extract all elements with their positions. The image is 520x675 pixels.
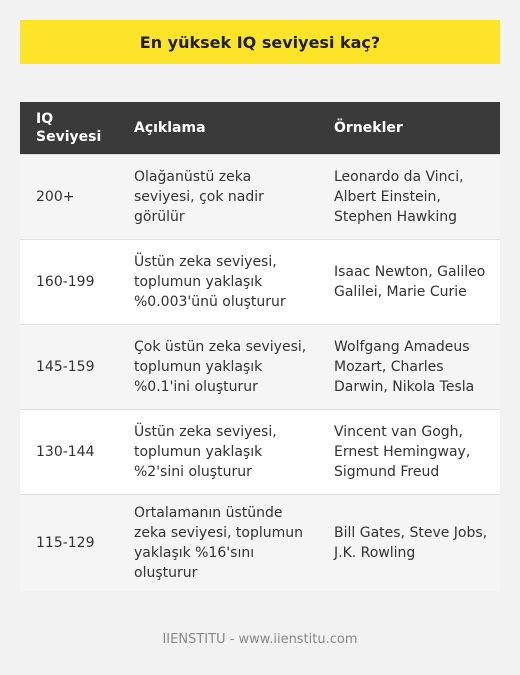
iq-table bbox=[20, 102, 500, 591]
examples-cell: Leonardo da Vinci, Albert Einstein, Stephen Hawking bbox=[318, 155, 500, 240]
iq-level-cell: 200+ bbox=[20, 155, 118, 240]
description-cell: Çok üstün zeka seviyesi, toplumun yaklaşık %0.1'ini oluşturur bbox=[118, 325, 318, 410]
table-row bbox=[20, 410, 500, 495]
description-cell: Üstün zeka seviyesi, toplumun yaklaşık %0.003'ünü oluşturur bbox=[118, 240, 318, 325]
iq-level-cell: 115-129 bbox=[20, 495, 118, 592]
examples-cell: Bill Gates, Steve Jobs, J.K. Rowling bbox=[318, 495, 500, 592]
table-row bbox=[20, 325, 500, 410]
header-examples: Örnekler bbox=[318, 102, 500, 155]
examples-cell: Vincent van Gogh, Ernest Hemingway, Sigmund Freud bbox=[318, 410, 500, 495]
examples-cell: Isaac Newton, Galileo Galilei, Marie Curie bbox=[318, 240, 500, 325]
table-row bbox=[20, 155, 500, 240]
iq-level-cell: 130-144 bbox=[20, 410, 118, 495]
description-cell: Olağanüstü zeka seviyesi, çok nadir görülür bbox=[118, 155, 318, 240]
iq-level-cell: 145-159 bbox=[20, 325, 118, 410]
header-iq-level: IQ Seviyesi bbox=[20, 102, 118, 155]
title-banner bbox=[20, 20, 500, 64]
table-row bbox=[20, 240, 500, 325]
header-description: Açıklama bbox=[118, 102, 318, 155]
description-cell: Üstün zeka seviyesi, toplumun yaklaşık %2'sini oluşturur bbox=[118, 410, 318, 495]
table-header-row bbox=[20, 102, 500, 155]
iq-level-cell: 160-199 bbox=[20, 240, 118, 325]
description-cell: Ortalamanın üstünde zeka seviyesi, toplumun yaklaşık %16'sını oluşturur bbox=[118, 495, 318, 592]
page-title: En yüksek IQ seviyesi kaç? bbox=[139, 32, 381, 52]
examples-cell: Wolfgang Amadeus Mozart, Charles Darwin, Nikola Tesla bbox=[318, 325, 500, 410]
footer-credit: IIENSTITU - www.iienstitu.com bbox=[162, 632, 358, 647]
table-row bbox=[20, 495, 500, 592]
